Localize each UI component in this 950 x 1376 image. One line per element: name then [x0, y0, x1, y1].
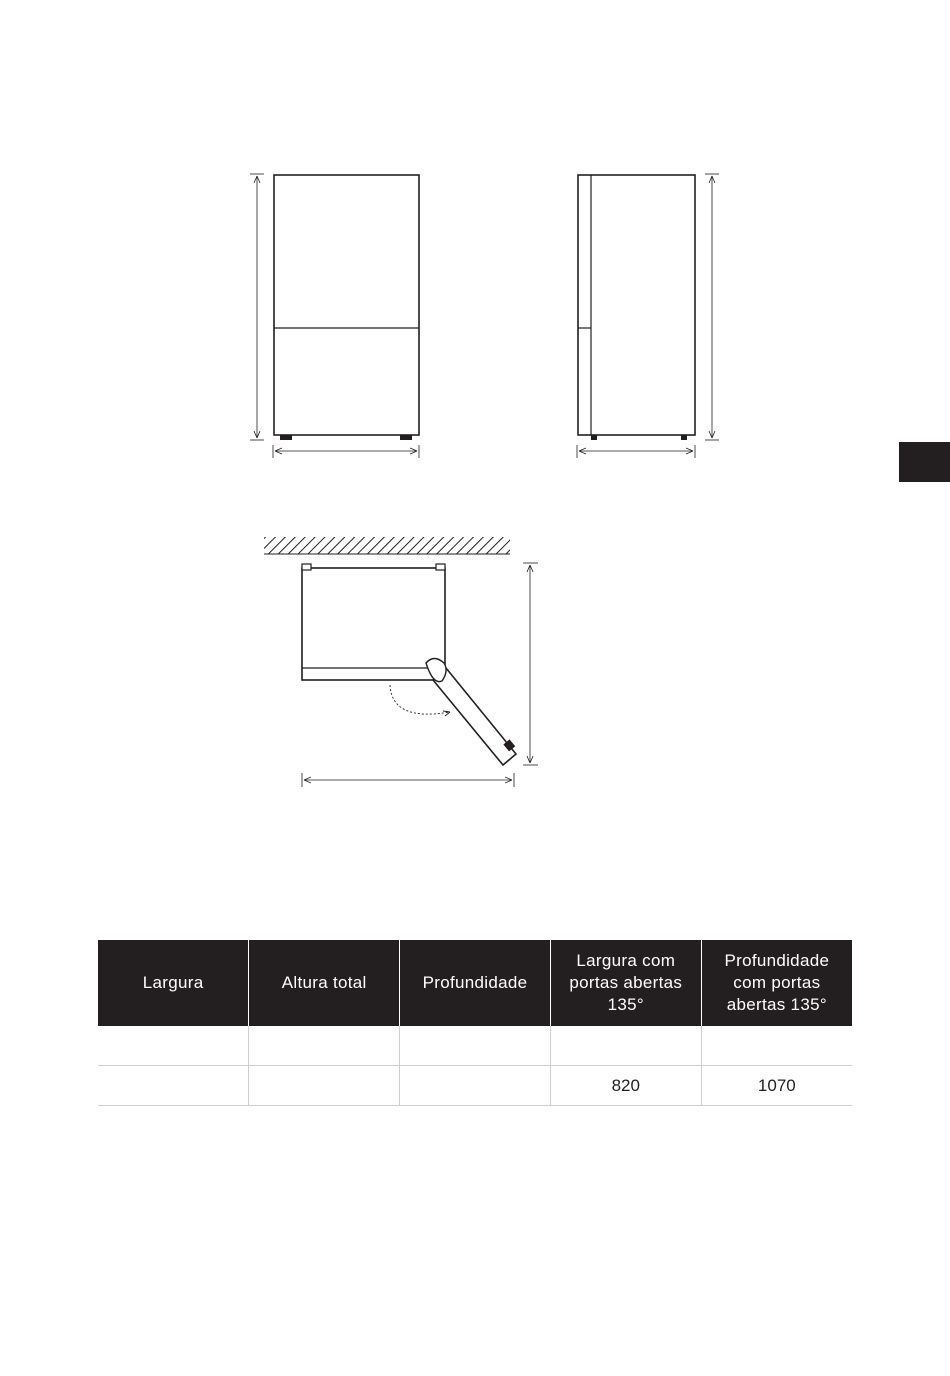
- front-height-dimension: [250, 174, 264, 440]
- table-cell: [249, 1066, 400, 1106]
- header-largura: Largura: [98, 940, 249, 1026]
- front-view: [250, 174, 419, 458]
- table-cell: [400, 1026, 551, 1066]
- top-cabinet: [302, 568, 445, 680]
- side-height-dimension: [705, 174, 719, 440]
- top-depth-dimension: [523, 563, 538, 765]
- side-cabinet: [578, 175, 695, 435]
- top-spacer-left: [302, 564, 311, 570]
- header-altura-total: Altura total: [249, 940, 400, 1026]
- side-foot-left: [591, 435, 597, 440]
- header-profundidade-portas-abertas: Profundidade com portas abertas 135°: [701, 940, 852, 1026]
- table-cell: [98, 1066, 249, 1106]
- table-cell: [701, 1026, 852, 1066]
- section-tab: [899, 442, 950, 482]
- open-door: [433, 668, 516, 765]
- door-hinge: [426, 659, 446, 682]
- front-cabinet: [274, 175, 419, 435]
- table-row: [98, 1026, 852, 1066]
- top-width-dimension: [302, 773, 514, 787]
- table-cell: 820: [550, 1066, 701, 1106]
- side-depth-dimension: [577, 445, 695, 458]
- table-cell: [550, 1026, 701, 1066]
- front-foot-left: [280, 435, 292, 440]
- side-view: [577, 174, 719, 458]
- table-cell: 1070: [701, 1066, 852, 1106]
- dimensions-table: [98, 940, 852, 1106]
- table-cell: [400, 1066, 551, 1106]
- table-cell: [98, 1026, 249, 1066]
- table-cell: [249, 1026, 400, 1066]
- header-profundidade: Profundidade: [400, 940, 551, 1026]
- header-largura-portas-abertas: Largura com portas abertas 135°: [550, 940, 701, 1026]
- table-row: [98, 1066, 852, 1106]
- wall-hatching: [264, 537, 510, 554]
- top-spacer-right: [436, 564, 445, 570]
- top-view: [264, 537, 538, 787]
- table-header-row: [98, 940, 852, 1026]
- front-foot-right: [400, 435, 412, 440]
- side-foot-right: [681, 435, 687, 440]
- front-width-dimension: [273, 445, 419, 458]
